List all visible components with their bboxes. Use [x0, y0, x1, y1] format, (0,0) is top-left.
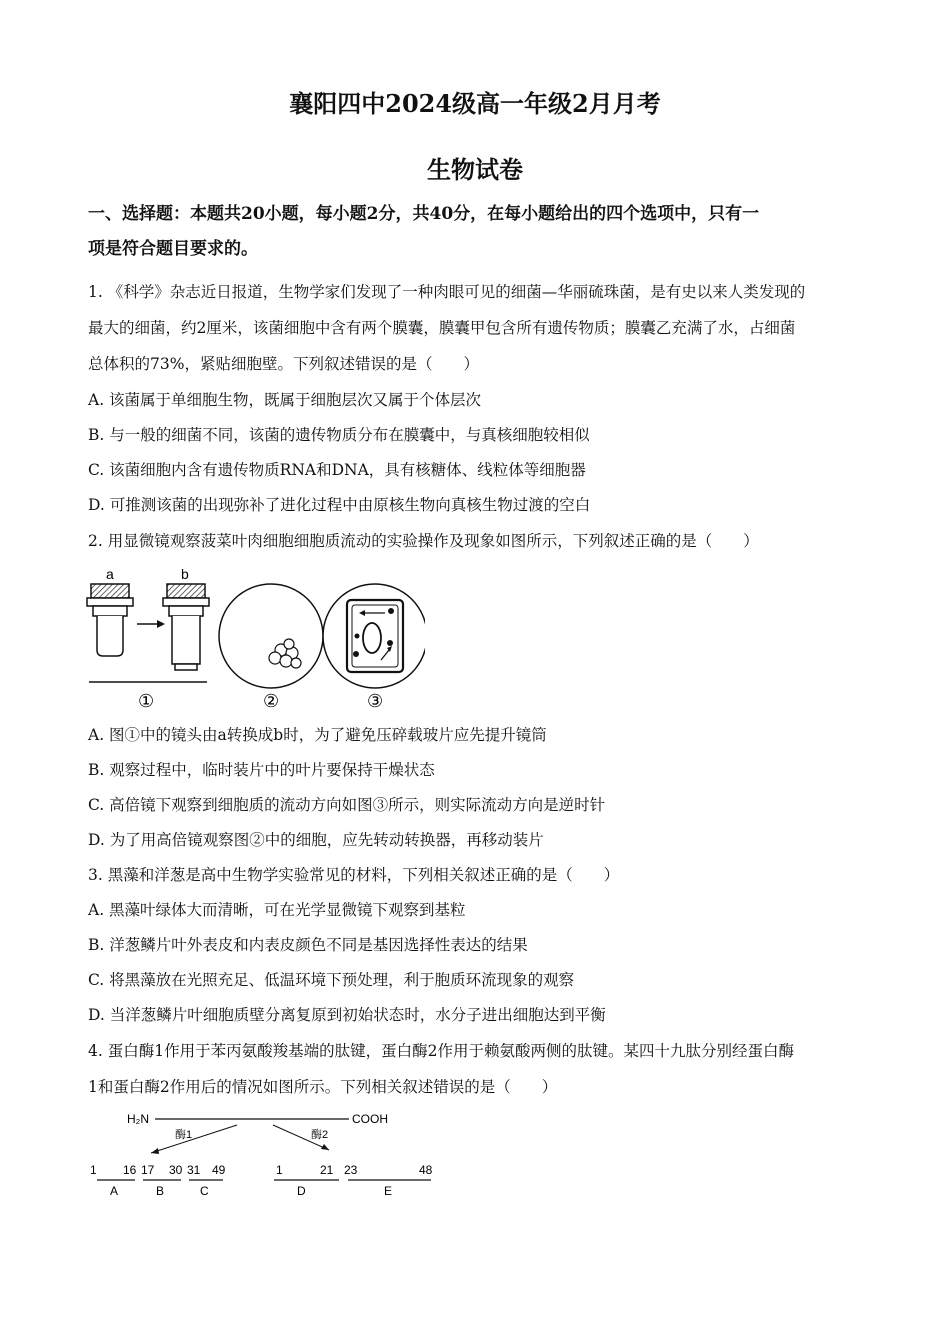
label-b: b [181, 566, 189, 582]
section-heading-line2: 项是符合题目要求的。 [88, 239, 258, 259]
field-of-view-2 [219, 584, 323, 688]
frag-a-end: 16 [123, 1163, 137, 1177]
frag-c-end: 49 [212, 1163, 226, 1177]
enzyme1-label: 酶1 [175, 1129, 193, 1141]
q3-option-d: D. 当洋葱鳞片叶细胞质壁分离复原到初始状态时，水分子进出细胞达到平衡 [88, 1006, 606, 1024]
enzyme2-label: 酶2 [311, 1129, 329, 1141]
q3-stem: 3. 黑藻和洋葱是高中生物学实验常见的材料，下列相关叙述正确的是（ ） [88, 866, 620, 884]
frag-d-start: 1 [276, 1163, 283, 1177]
frag-a-start: 1 [90, 1163, 97, 1177]
q2-option-a: A. 图①中的镜头由a转换成b时，为了避免压碎载玻片应先提升镜筒 [88, 726, 547, 744]
section-heading-line1: 一、选择题：本题共20小题，每小题2分，共40分，在每小题给出的四个选项中，只有一 [88, 204, 760, 224]
frag-b-start: 17 [141, 1163, 155, 1177]
q1-option-c: C. 该菌细胞内含有遗传物质RNA和DNA，具有核糖体、线粒体等细胞器 [88, 461, 586, 479]
c-terminus: COOH [352, 1112, 388, 1126]
arrow-head [157, 620, 165, 628]
enzyme2-arrow-head [321, 1144, 329, 1150]
frag-d-label: D [297, 1184, 306, 1198]
frag-c-label: C [200, 1184, 209, 1198]
frag-b-end: 30 [169, 1163, 183, 1177]
objective-lens-b [163, 584, 209, 670]
q2-stem: 2. 用显微镜观察菠菜叶肉细胞细胞质流动的实验操作及现象如图所示，下列叙述正确的是（ ） [88, 532, 759, 550]
frag-d-end: 21 [320, 1163, 334, 1177]
q1-option-b: B. 与一般的细菌不同，该菌的遗传物质分布在膜囊中，与真核细胞较相似 [88, 426, 590, 444]
caption-3: ③ [367, 691, 384, 711]
q4-stem-line2: 1和蛋白酶2作用后的情况如图所示。下列相关叙述错误的是（ ） [88, 1078, 558, 1096]
enzyme1-arrow-head [151, 1148, 159, 1154]
q2-option-b: B. 观察过程中，临时装片中的叶片要保持干燥状态 [88, 761, 435, 779]
q3-option-b: B. 洋葱鳞片叶外表皮和内表皮颜色不同是基因选择性表达的结果 [88, 936, 528, 954]
n-terminus: H₂N [127, 1112, 149, 1126]
enzyme1-arrow [151, 1125, 237, 1153]
exam-title: 襄阳四中2024级高一年级2月月考 [289, 89, 661, 118]
caption-1: ① [138, 691, 155, 711]
frag-c-start: 31 [187, 1163, 201, 1177]
q1-option-a: A. 该菌属于单细胞生物，既属于细胞层次又属于个体层次 [88, 391, 482, 409]
frag-b-label: B [156, 1184, 165, 1198]
q4-stem-line1: 4. 蛋白酶1作用于苯丙氨酸羧基端的肽键，蛋白酶2作用于赖氨酸两侧的肽键。某四十九肽分别经蛋白酶 [88, 1042, 794, 1060]
exam-subject: 生物试卷 [427, 155, 523, 184]
q2-option-d: D. 为了用高倍镜观察图②中的细胞，应先转动转换器，再移动装片 [88, 831, 544, 849]
q3-option-c: C. 将黑藻放在光照充足、低温环境下预处理，利于胞质环流现象的观察 [88, 971, 575, 989]
frag-e-start: 23 [344, 1163, 358, 1177]
q3-option-a: A. 黑藻叶绿体大而清晰，可在光学显微镜下观察到基粒 [88, 901, 466, 919]
caption-2: ② [263, 691, 280, 711]
q1-option-d: D. 可推测该菌的出现弥补了进化过程中由原核生物向真核生物过渡的空白 [88, 496, 591, 514]
objective-lens-a [87, 584, 133, 656]
peptide-figure [85, 1105, 445, 1200]
q1-stem-line2: 最大的细菌，约2厘米，该菌细胞中含有两个膜囊，膜囊甲包含所有遗传物质；膜囊乙充满了水，占细菌 [88, 319, 796, 337]
label-a: a [106, 566, 114, 582]
frag-e-end: 48 [419, 1163, 433, 1177]
section-heading [88, 197, 868, 267]
q2-option-c: C. 高倍镜下观察到细胞质的流动方向如图③所示，则实际流动方向是逆时针 [88, 796, 606, 814]
microscope-figure [85, 566, 425, 714]
vacuole [363, 623, 381, 653]
q1-stem-line1: 1. 《科学》杂志近日报道，生物学家们发现了一种肉眼可见的细菌—华丽硫珠菌，是有史以来人类发现的 [88, 283, 806, 301]
frag-e-label: E [384, 1184, 393, 1198]
frag-a-label: A [110, 1184, 119, 1198]
q1-stem-line3: 总体积的73%，紧贴细胞壁。下列叙述错误的是（ ） [88, 355, 479, 373]
